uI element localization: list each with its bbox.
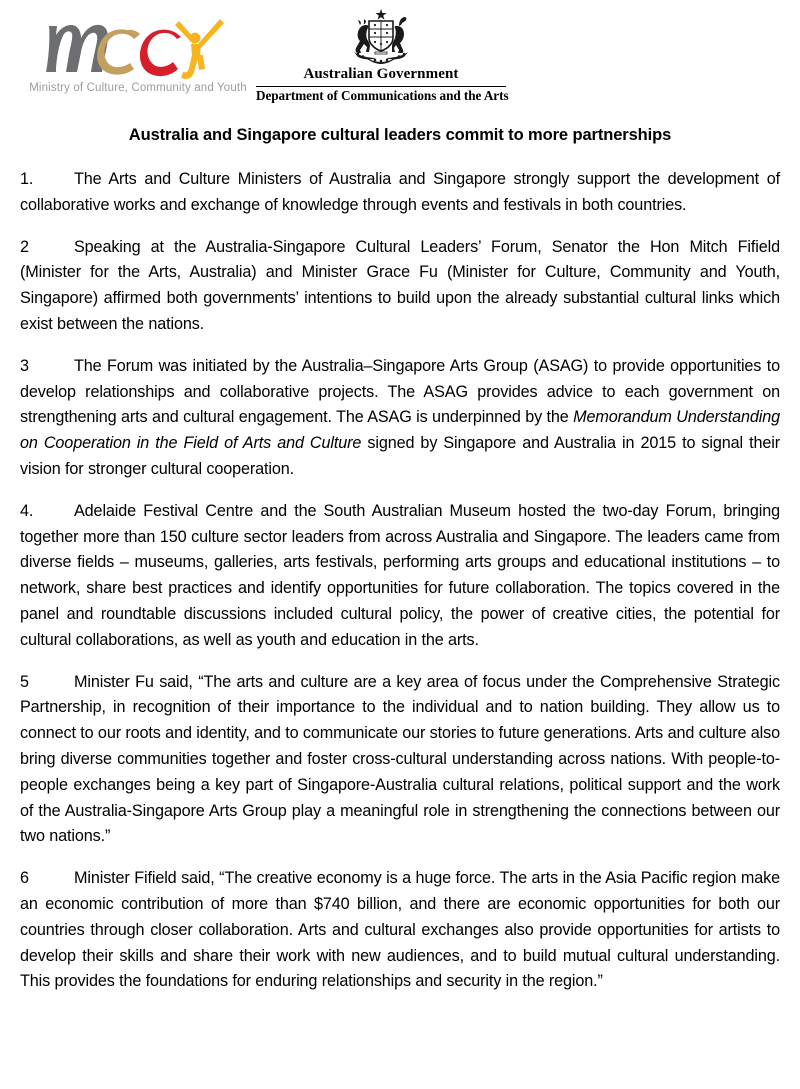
paragraph-5 bbox=[20, 670, 780, 851]
paragraph-number: 2 bbox=[20, 237, 29, 256]
paragraph-text: Minister Fu said, “The arts and culture are a key area of focus under the Comprehensive Strategic Partnership, in recognition of their importance to the individual and to nation building. They allow us to connect to our roots and identity, and to communicate our stories to future generations. Arts and culture also bring diverse communities together and foster cross-cultural understanding across nations. With people-to-people exchanges being a key part of Singapore-Australia cultural relations, political support and the work of the Australia-Singapore Arts Group play a meaningful role in strengthening the connections between our two nations.” bbox=[20, 672, 780, 846]
paragraph-number: 6 bbox=[20, 869, 29, 888]
paragraph-number: 4. bbox=[20, 501, 34, 520]
mccy-tagline: Ministry of Culture, Community and Youth bbox=[29, 82, 247, 94]
mccy-wordmark-icon bbox=[42, 14, 242, 80]
paragraph-text-after-italic: signed by Singapore and Australia in 2015 to signal their vision for stronger cultural cooperation. bbox=[20, 434, 780, 478]
paragraph-italic-title: Memorandum Understanding on Cooperation in the Field of Arts and Culture bbox=[20, 408, 780, 453]
paragraph-6 bbox=[20, 866, 780, 995]
paragraph-1 bbox=[20, 167, 780, 219]
paragraph-text: Minister Fifield said, “The creative economy is a huge force. The arts in the Asia Pacific region make an economic contribution of more than $740 billion, and there are economic opportunities for both our countries through closer collaboration. Arts and cultural exchanges also provide opportunities for artists to develop their skills and share their work with new audiences, and to build mutual cultural understanding. This provides the foundations for enduring relationships and security in the region.” bbox=[20, 869, 780, 991]
paragraph-text: Speaking at the Australia-Singapore Cultural Leaders’ Forum, Senator the Hon Mitch Fifield (Minister for the Arts, Australia) and Minister Grace Fu (Minister for Culture, Community and Youth, Singapore) affirmed both governments’ intentions to build upon the already substantial cultural links which exist between the nations. bbox=[20, 237, 780, 333]
paragraph-3 bbox=[20, 354, 780, 483]
paragraph-text: The Arts and Culture Ministers of Australia and Singapore strongly support the development of collaborative works and exchange of knowledge through events and festivals in both countries. bbox=[20, 170, 780, 214]
header-divider-rule bbox=[256, 86, 506, 87]
header-logo-band bbox=[0, 0, 800, 112]
paragraph-number: 1. bbox=[20, 170, 34, 188]
commonwealth-coat-of-arms-icon bbox=[342, 8, 420, 64]
australian-government-department: Department of Communications and the Arts bbox=[256, 88, 509, 103]
australian-government-title: Australian Government bbox=[303, 66, 459, 82]
paragraph-text-before-italic: The Forum was initiated by the Australia–Singapore Arts Group (ASAG) to provide opportunities to develop relationships and collaborative projects. The ASAG provides advice to each government on strengthening arts and cultural engagement. The ASAG is underpinned by the bbox=[20, 356, 780, 427]
paragraph-4 bbox=[20, 499, 780, 654]
australian-government-logo bbox=[256, 8, 509, 104]
page-title: Australia and Singapore cultural leaders commit to more partnerships bbox=[128, 126, 672, 144]
paragraph-2 bbox=[20, 235, 780, 338]
paragraph-number: 5 bbox=[20, 672, 29, 691]
paragraph-number: 3 bbox=[20, 356, 29, 375]
paragraph-text: Adelaide Festival Centre and the South Australian Museum hosted the two-day Forum, bringing together more than 150 culture sector leaders from across Australia and Singapore. The leaders came from diverse fields – museums, galleries, arts festivals, performing arts groups and educational institutions – to network, share best practices and identify opportunities for future collaboration. The topics covered in the panel and roundtable discussions included cultural policy, the power of creative cities, the potential for cultural collaborations, as well as youth and education in the arts. bbox=[20, 501, 780, 649]
mccy-logo bbox=[22, 14, 254, 106]
document-body bbox=[0, 145, 800, 995]
